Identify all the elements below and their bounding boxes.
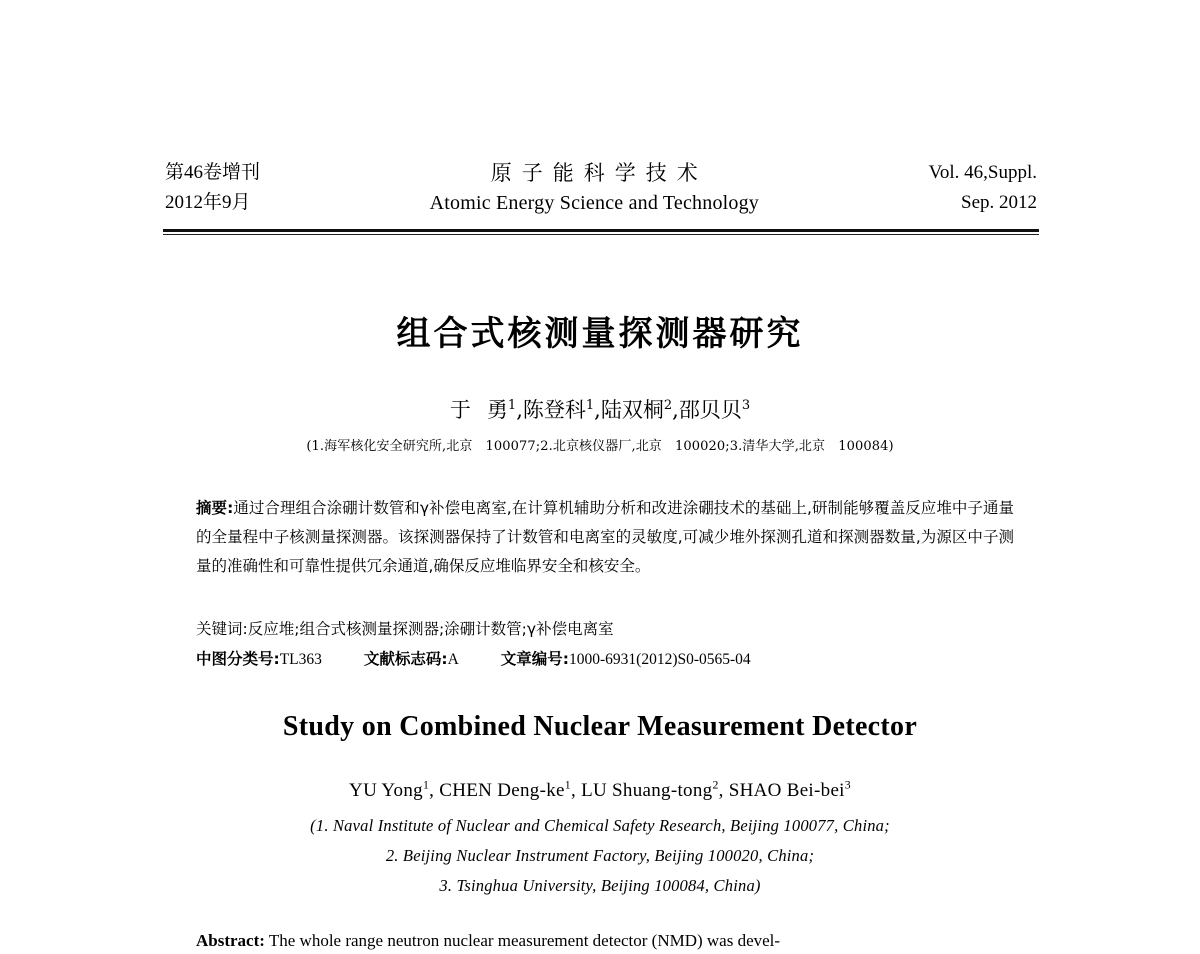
publication-date-en: Sep. 2012 [961,192,1037,213]
volume-issue-en: Vol. 46,Suppl. [928,162,1037,183]
abstract-cn [196,494,1014,581]
masthead-center [260,158,929,218]
document-code [364,646,459,673]
author-affil-marker-en-3: 2 [712,778,719,792]
affiliation-en-3: 3. Tsinghua University, Beijing 100084, China) [439,876,761,895]
article-id [501,646,751,673]
keywords-cn [196,616,1014,642]
author-given-cn-1: 勇 [486,398,508,422]
affiliation-en-2: 2. Beijing Nuclear Instrument Factory, Beijing 100020, China; [385,846,815,865]
page-title-en: Study on Combined Nuclear Measurement Detector [282,711,918,742]
author-name-en-2: CHEN Deng-ke [439,780,565,801]
abstract-body-en: The whole range neutron nuclear measurement detector (NMD) was devel- [264,931,781,950]
author-name-en-3: LU Shuang-tong [581,780,713,801]
abstract-body-cn: 通过合理组合涂硼计数管和γ补偿电离室,在计算机辅助分析和改进涂硼技术的基础上,研制能够覆盖反应堆中子通量的全量程中子核测量探测器。该探测器保持了计数管和电离室的灵敏度,可减少堆外探测孔道和探测器数量,为源区中子测量的准确性和可靠性提供冗余通道,确保反应堆临界安全和核安全。 [196,499,1015,575]
keywords-label-cn: 关键词: [196,620,248,638]
masthead [165,158,1037,218]
author-name-cn-4: 邵贝贝 [678,398,742,422]
page-title: 组合式核测量探测器研究 [396,314,804,354]
abstract-en [196,928,1014,954]
author-list-en: YU Yong$^1$, CHEN Deng-$ke^1$, LU Shuang-tong$^2$, SHAO Bei-bei$^3$ [349,778,851,801]
journal-title-cn: 原子能科学技术 [490,161,708,185]
author-list-cn: 于 勇$^1$,陈登科$^1$,陆双桐$^2$,邵贝贝$^3$ [449,398,751,422]
author-affil-marker-en-4: 3 [844,778,851,792]
author-name-cn-1: 于 [449,398,471,422]
author-affil-marker-en-2: 1 [564,778,571,792]
affiliations-cn: (1.海军核化安全研究所,北京 100077;2.北京核仪器厂,北京 100020;3.清华大学,北京 100084) [306,439,894,454]
masthead-divider [163,229,1039,235]
article-id-label: 文章编号: [500,650,569,668]
affiliation-en-1: (1. Naval Institute of Nuclear and Chemical Safety Research, Beijing 100077, China; [310,816,890,835]
abstract-label-en: Abstract: [196,931,265,950]
document-code-value: A [447,651,459,668]
masthead-right [929,158,1037,218]
document-code-label: 文献标志码: [363,650,448,668]
abstract-label-cn: 摘要: [196,499,234,517]
clc-label: 中图分类号: [196,650,280,668]
publication-date-cn: 2012年9月 [165,192,251,213]
journal-title-en: Atomic Energy Science and Technology [429,192,760,214]
clc-number [196,646,322,673]
keywords-body-cn: 反应堆;组合式核测量探测器;涂硼计数管;γ补偿电离室 [247,620,614,638]
author-name-cn-2: 陈登科 [522,398,586,422]
author-affil-marker-3: 2 [663,398,673,413]
author-affil-marker-1: 1 [507,398,517,413]
author-affil-marker-2: 1 [585,398,595,413]
author-affil-marker-4: 3 [741,398,751,413]
article-id-value: 1000-6931(2012)S0-0565-04 [569,651,751,668]
masthead-left [165,158,260,218]
affiliations-en [0,811,1200,901]
author-name-cn-3: 陆双桐 [600,398,664,422]
volume-issue-cn: 第46卷增刊 [165,162,261,183]
clc-value: TL363 [279,651,322,668]
author-affil-marker-en-1: 1 [422,778,430,792]
article-metadata-line [196,646,1014,673]
author-name-en-4: SHAO Bei-bei [728,780,845,801]
divider-thin-rule [163,234,1039,235]
author-name-en-1: YU Yong [349,780,423,801]
